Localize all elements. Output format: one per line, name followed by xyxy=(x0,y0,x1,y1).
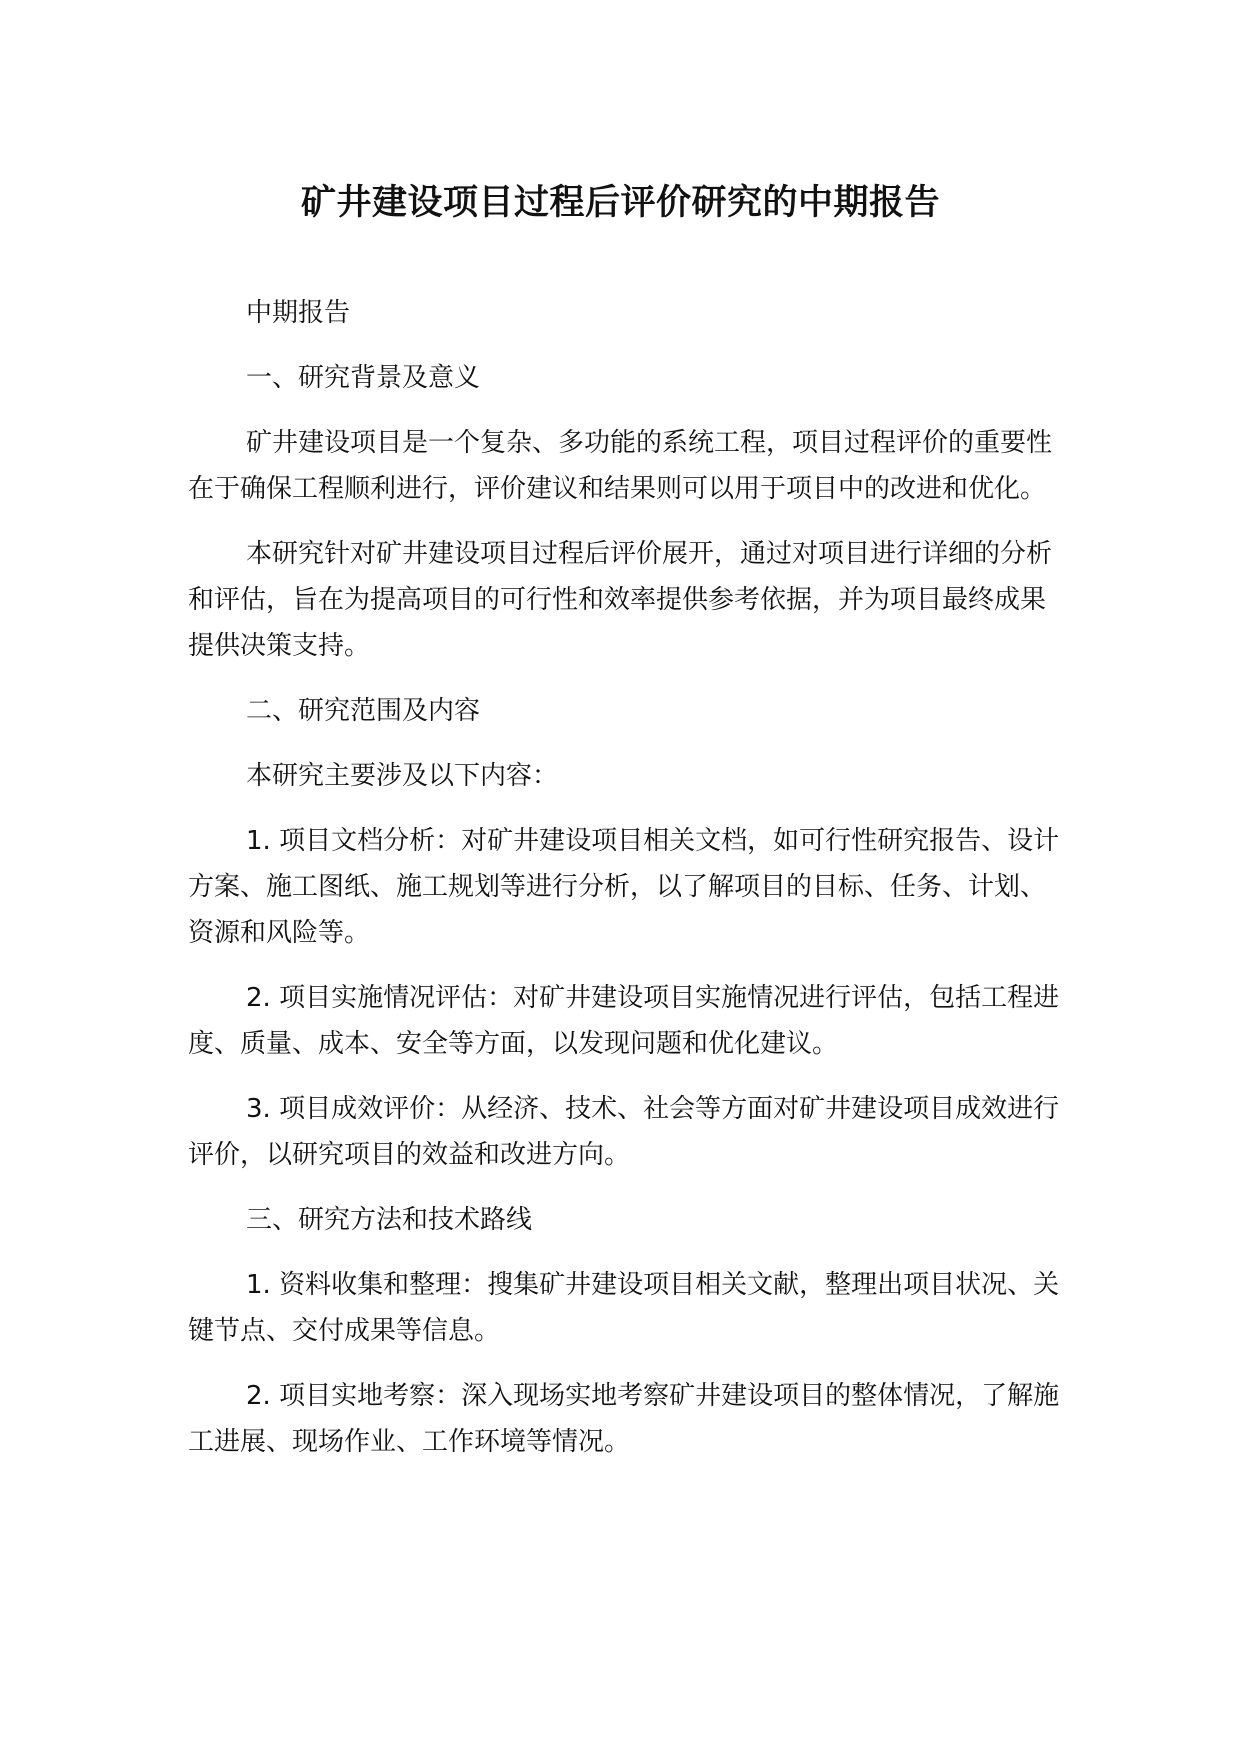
list-item: 3. 项目成效评价：从经济、技术、社会等方面对矿井建设项目成效进行评价，以研究项目的效益和改进方向。 xyxy=(188,1094,1060,1170)
list-item: 2. 项目实施情况评估：对矿井建设项目实施情况进行评估，包括工程进度、质量、成本、安全等方面，以发现问题和优化建议。 xyxy=(188,983,1060,1059)
section-heading-methods: 三、研究方法和技术路线 xyxy=(246,1205,533,1235)
section-heading-background: 一、研究背景及意义 xyxy=(246,363,481,393)
body-paragraph: 本研究针对矿井建设项目过程后评价展开，通过对项目进行详细的分析和评估，旨在为提高项目的可行性和效率提供参考依据，并为项目最终成果提供决策支持。 xyxy=(188,539,1053,661)
list-item: 1. 项目文档分析：对矿井建设项目相关文档，如可行性研究报告、设计方案、施工图纸、施工规划等进行分析，以了解项目的目标、任务、计划、资源和风险等。 xyxy=(188,826,1060,948)
body-paragraph: 本研究主要涉及以下内容： xyxy=(246,761,559,791)
list-item: 2. 项目实地考察：深入现场实地考察矿井建设项目的整体情况，了解施工进展、现场作业、工作环境等情况。 xyxy=(188,1381,1060,1457)
section-heading-scope: 二、研究范围及内容 xyxy=(246,696,481,726)
document-body xyxy=(188,290,1068,1484)
body-paragraph: 矿井建设项目是一个复杂、多功能的系统工程，项目过程评价的重要性在于确保工程顺利进行，评价建议和结果则可以用于项目中的改进和优化。 xyxy=(188,428,1053,504)
document-title: 矿井建设项目过程后评价研究的中期报告 xyxy=(300,183,940,223)
list-item: 1. 资料收集和整理：搜集矿井建设项目相关文献，整理出项目状况、关键节点、交付成果等信息。 xyxy=(188,1270,1060,1346)
section-label: 中期报告 xyxy=(246,298,351,328)
